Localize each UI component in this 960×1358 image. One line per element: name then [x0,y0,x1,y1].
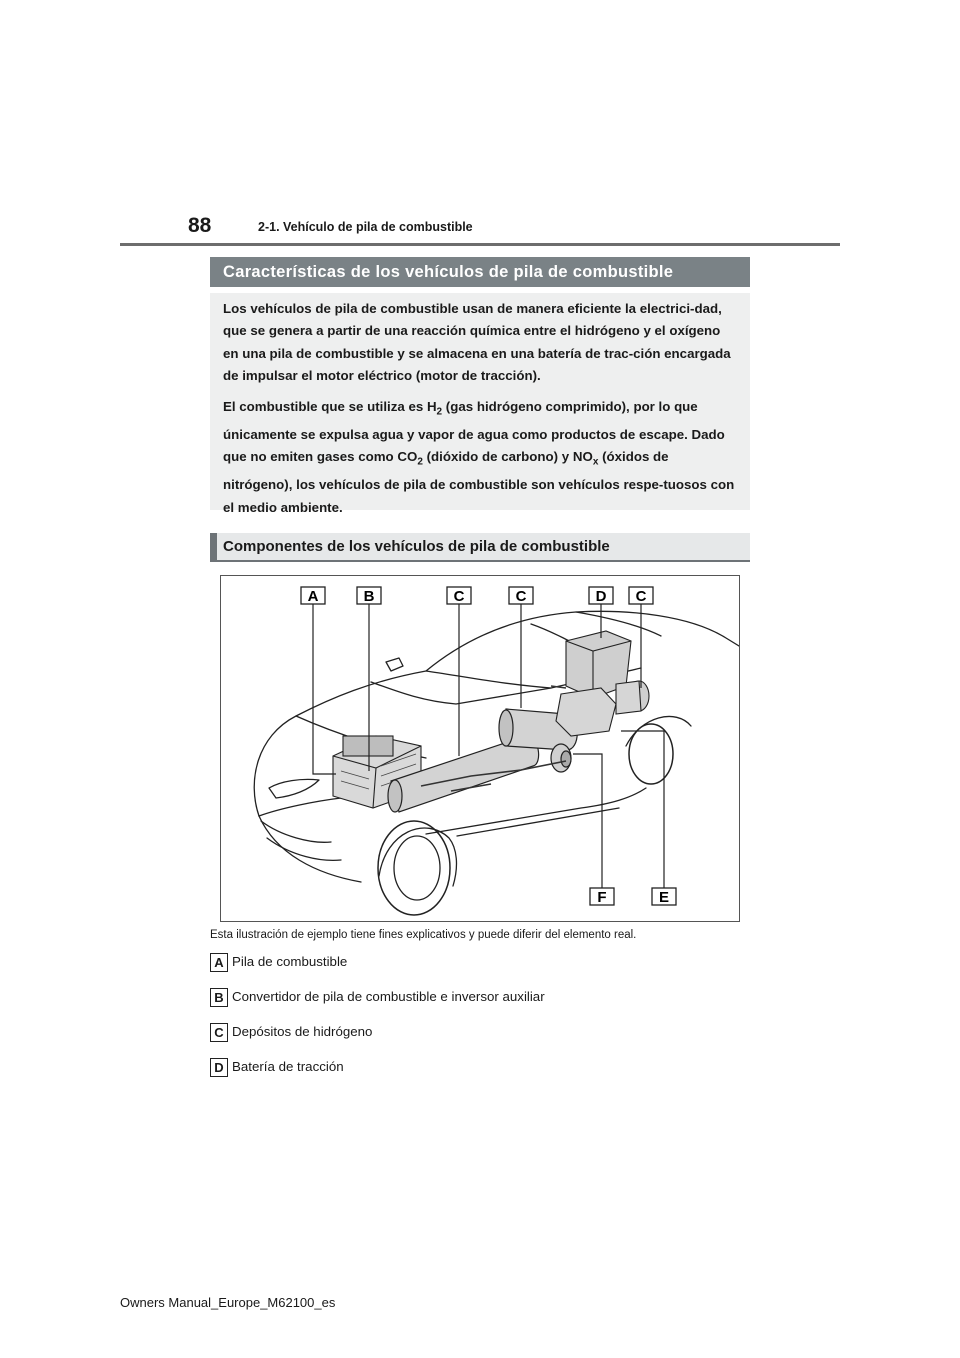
svg-text:E: E [658,889,670,906]
svg-text:D: D [595,588,607,605]
vehicle-components-illustration [220,575,740,922]
callout-f [590,888,614,906]
callout-c-3 [629,587,653,605]
svg-text:C: C [515,588,527,605]
legend-text-a: Pila de combustible [232,954,348,969]
callout-d [589,587,613,605]
legend-badge-a: A [210,953,228,972]
section-title-features: Características de los vehículos de pila de combustible [210,257,750,287]
intro-box [210,293,750,515]
callout-b [357,587,381,605]
legend-badge-d: D [210,1058,228,1077]
svg-text:C: C [635,588,647,605]
callout-c-2 [509,587,533,605]
svg-text:A: A [307,588,319,605]
legend-text-c: Depósitos de hidrógeno [232,1024,373,1039]
callout-e [652,888,676,906]
intro-paragraph-1: Los vehículos de pila de combustible usan de manera eficiente la electrici-dad, que se genera a partir de una reacción química entre el hidrógeno y el oxígeno en una pila de combustible y se almacena en una batería de trac-ción encargada de impulsar el motor eléctrico (motor de tracción). [223,301,731,383]
car-diagram [221,576,739,921]
intro-paragraph-2: El combustible que se utiliza es $H_2$ (gas hidrógeno comprimido), por lo que únicamente se expulsa agua y vapor de agua como productos de escape. Dado que no emiten gases como $CO_2$ (dióxido de carbono) y $NO_x$ (óxidos de nitrógeno), los vehículos de pila de combustible son vehículos respe-tuosos con el medio ambiente. [223,399,735,515]
footer-manual-id: Owners Manual_Europe_M62100_es [120,1295,336,1310]
legend-text-d: Batería de tracción [232,1059,344,1074]
svg-text:F: F [597,889,607,906]
svg-text:C: C [453,588,465,605]
callout-a [301,587,325,605]
callout-c-1 [447,587,471,605]
legend-badge-b: B [210,988,228,1007]
section-title-components: Componentes de los vehículos de pila de combustible [210,533,750,562]
legend-badge-c: C [210,1023,228,1042]
illustration-caption: Esta ilustración de ejemplo tiene fines explicativos y puede diferir del elemento real. [210,929,637,941]
breadcrumb: 2-1. Vehículo de pila de combustible [258,220,473,234]
page-number: 88 [188,214,212,237]
header-divider [120,243,840,246]
legend-text-b: Convertidor de pila de combustible e inversor auxiliar [232,989,545,1004]
svg-text:B: B [363,588,375,605]
